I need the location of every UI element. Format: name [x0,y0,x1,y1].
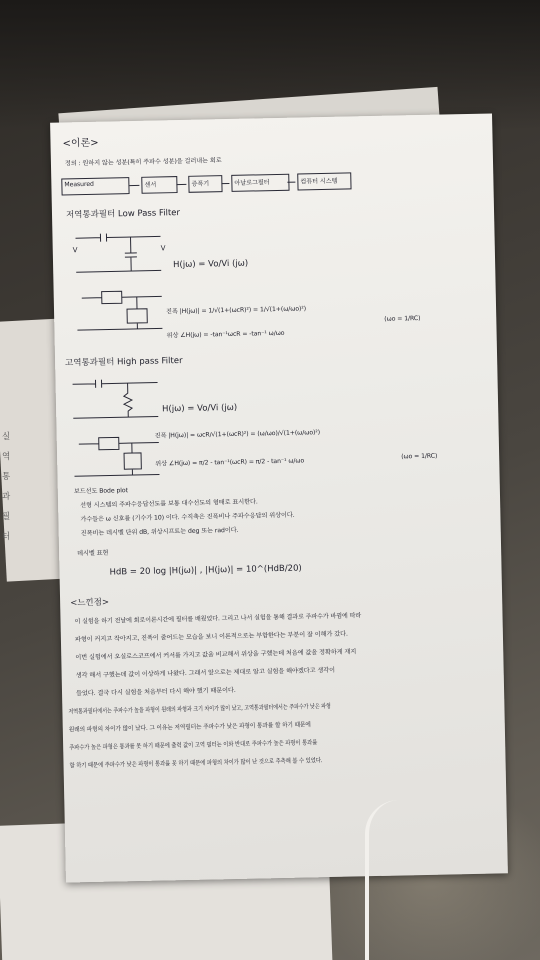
side-label: 실 [2,432,11,442]
definition-text: 정의 : 원하지 않는 성분(특히 주파수 성분)을 걸러내는 회로 [64,157,222,168]
handwritten-notes-sheet [50,113,508,882]
lpf-title: 저역통과필터 Low Pass Filter [65,208,181,221]
flow-box-computer: 컴퓨터 시스템 [297,172,351,190]
bode-title: 보드선도 Bode plot [73,487,128,496]
side-label: 필 [2,512,11,522]
lpf-transfer-function: H(jω) = Vo/Vi (jω) [172,258,249,271]
decibel-title: 데시벨 표현 [77,549,109,558]
hpf-magnitude: 진폭 |H(jω)| = ωcR/√(1+(ωcR)²) = (ω/ωo)/√(1+(ω/ωo)²) [154,429,321,440]
side-label: 과 [2,492,11,502]
svg-text:V: V [160,244,166,253]
flow-box-sensor: 센서 [141,176,177,194]
flow-arrow [129,185,139,186]
lpf-magnitude: 진폭 |H(jω)| = 1/√(1+(ωcR)²) = 1/√(1+(ω/ωo)²) [166,305,307,316]
reflection-line: 이 실험을 하기 전날에 회로이론시간에 필터를 배웠었다. 그리고 나서 실험을 통해 결과로 주파수가 바뀜에 따라 [74,612,362,626]
side-labels [2,430,22,542]
reflection-line: 이번 실험에서 오실로스코프에서 커서를 가지고 값을 비교해서 위상을 구했는데 처음에 값을 정확하게 재지 [75,648,357,662]
hpf-cutoff: (ωo = 1/RC) [401,452,438,461]
notes-header: <이론> [62,137,99,150]
hpf-phase: 위상 ∠H(jω) = π/2 - tan⁻¹(ωcR) = π/2 - tan⁻¹ ω/ωo [155,457,305,468]
flow-box-analog-filter: 아날로그필터 [231,174,289,192]
reflection-line: 들었다. 결국 다시 실험을 처음부터 다시 해야 했기 때문이다. [75,686,236,698]
decibel-formula: HdB = 20 log |H(jω)| , |H(jω)| = 10^(HdB/20) [109,563,302,578]
flow-arrow [287,182,295,183]
svg-text:V: V [72,246,78,255]
reflection-line: 원래의 파형의 차이가 많이 났다. 그 이유는 저역필터는 주파수가 낮은 파형이 통과를 할 하기 때문에 [68,721,311,734]
reflection-line: 주파수가 높은 파형은 통과를 못 하기 때문에 출력 값이 고역 필터는 이와 반대로 주파수가 높은 파형이 통과를 [69,739,318,752]
flow-box-measured: Measured [61,177,129,195]
reflection-line: 파형이 커지고 작아지고, 진폭이 줄어드는 모습을 보니 이론적으로는 부합한다는 부분이 잘 이해가 갔다. [74,630,348,644]
lpf-phase: 위상 ∠H(jω) = -tan⁻¹ωcR = -tan⁻¹ ω/ωo [166,329,285,340]
lpf-cutoff: (ωo = 1/RC) [384,314,421,323]
flow-arrow [176,184,186,185]
side-label: 통 [2,472,11,482]
side-label: 터 [2,532,11,542]
hpf-transfer-function: H(jω) = Vo/Vi (jω) [162,402,238,415]
lpf-circuit-sketch [70,224,182,336]
flow-box-amplifier: 증폭기 [188,175,222,193]
reflection-line: 생각 해서 구했는데 값이 이상하게 나왔다. 그래서 앞으로는 제대로 알고 실험을 해야겠다고 생각이 [75,666,336,680]
side-label: 역 [2,452,11,462]
reflection-line: 할 하기 때문에 주파수가 낮은 파형이 통과를 못 하기 때문에 파형의 차이가 많이 난 것으로 추측해 볼 수 있었다. [69,757,323,770]
reflection-title: <느낀점> [70,597,110,609]
bode-line: 선형 시스템의 주파수응답선도를 보통 대수선도의 형태로 표시한다. [80,498,258,510]
reflection-line: 저역통과필터에서는 주파수가 높을 파형이 원래의 파형과 크기 차이가 많이 났고, 고역통과필터에서는 주파수가 낮은 파형 [68,702,331,716]
hpf-title: 고역통과필터 High pass Filter [65,355,183,369]
bode-line: 가수들은 ω 신호를 (기수가 10) 이다. 수직축은 진폭비나 주파수응답의 위상이다. [80,511,295,524]
signal-flow-diagram [61,172,361,198]
white-cable [365,800,399,960]
bode-line: 진폭비는 데시벨 단위 dB, 위상시프트는 deg 또는 rad이다. [80,526,239,538]
flow-arrow [221,183,229,184]
